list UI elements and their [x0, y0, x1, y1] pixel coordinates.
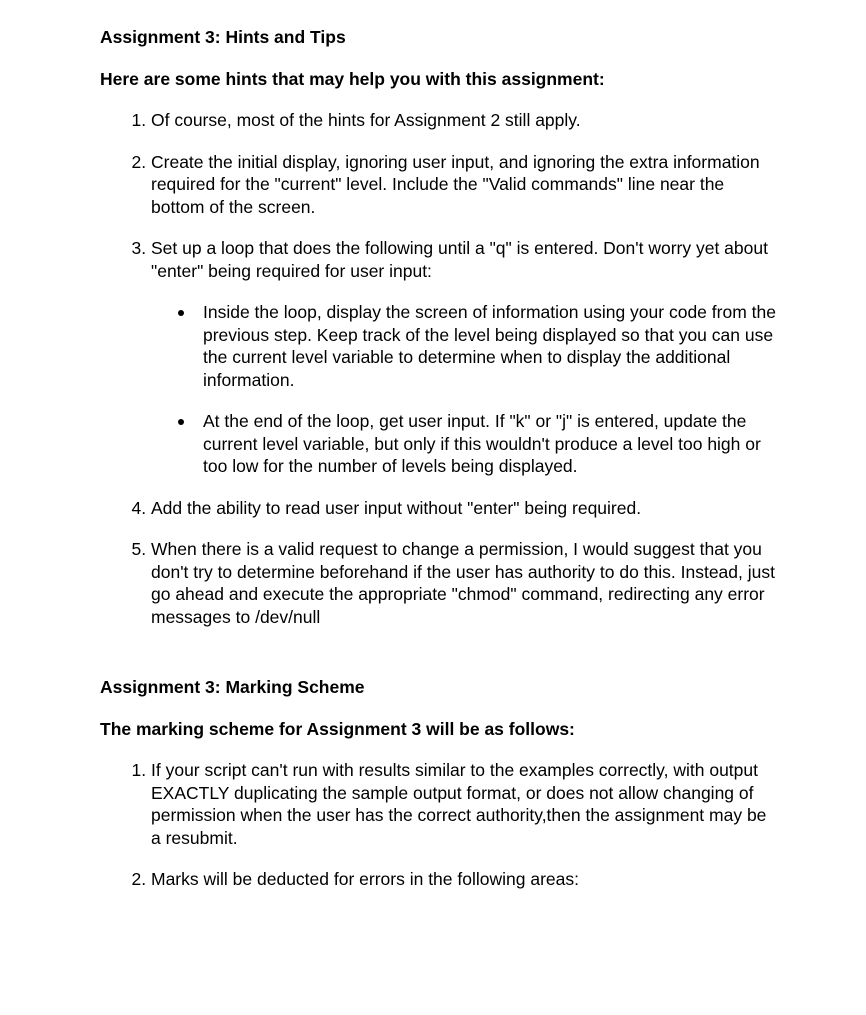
marking-list	[100, 759, 780, 891]
hints-intro: Here are some hints that may help you with this assignment:	[100, 69, 605, 89]
loop-bullet-item-1	[203, 301, 780, 391]
hint-item-3	[151, 237, 780, 478]
hint-item-4	[151, 497, 780, 520]
hints-title: Assignment 3: Hints and Tips	[100, 27, 346, 47]
bullet-icon	[178, 419, 184, 425]
hint-item-1	[151, 109, 780, 132]
hint-item-2	[151, 151, 780, 219]
hint-item-text: When there is a valid request to change a permission, I would suggest that you don't try to determine beforehand if the user has authority to do this. Instead, just go ahead and execute the appropriate "chmod" command, redirecting any error messages to /dev/null	[151, 539, 775, 627]
marking-item-1	[151, 759, 780, 849]
hints-list	[100, 109, 780, 628]
loop-bullet-item-2	[203, 410, 780, 478]
document-page	[100, 26, 780, 891]
marking-item-text: If your script can't run with results similar to the examples correctly, with output EXACTLY duplicating the sample output format, or does not allow changing of permission when the user has the correct authority,then the assignment may be a resubmit.	[151, 760, 767, 848]
hint-item-5	[151, 538, 780, 628]
loop-bullet-text: Inside the loop, display the screen of information using your code from the previous step. Keep track of the level being displayed so that you can use the current level variable to determine when to display the additional information.	[203, 302, 776, 390]
marking-item-2	[151, 868, 780, 891]
marking-item-text: Marks will be deducted for errors in the following areas:	[151, 869, 579, 889]
hint-item-text: Create the initial display, ignoring user input, and ignoring the extra information required for the "current" level. Include the "Valid commands" line near the bottom of the screen.	[151, 151, 760, 217]
hint-item-text: Set up a loop that does the following until a "q" is entered. Don't worry yet about "enter" being required for user input:	[151, 238, 768, 281]
loop-bullet-list	[151, 301, 780, 478]
marking-intro: The marking scheme for Assignment 3 will be as follows:	[100, 719, 575, 739]
bullet-icon	[178, 310, 184, 316]
section-spacer	[100, 628, 780, 676]
hint-item-text: Add the ability to read user input without "enter" being required.	[151, 497, 642, 518]
loop-bullet-text: At the end of the loop, get user input. If "k" or "j" is entered, update the current level variable, but only if this wouldn't produce a level too high or too low for the number of levels being displayed.	[203, 411, 761, 476]
marking-title: Assignment 3: Marking Scheme	[100, 677, 365, 697]
hint-item-text: Of course, most of the hints for Assignment 2 still apply.	[151, 110, 581, 130]
